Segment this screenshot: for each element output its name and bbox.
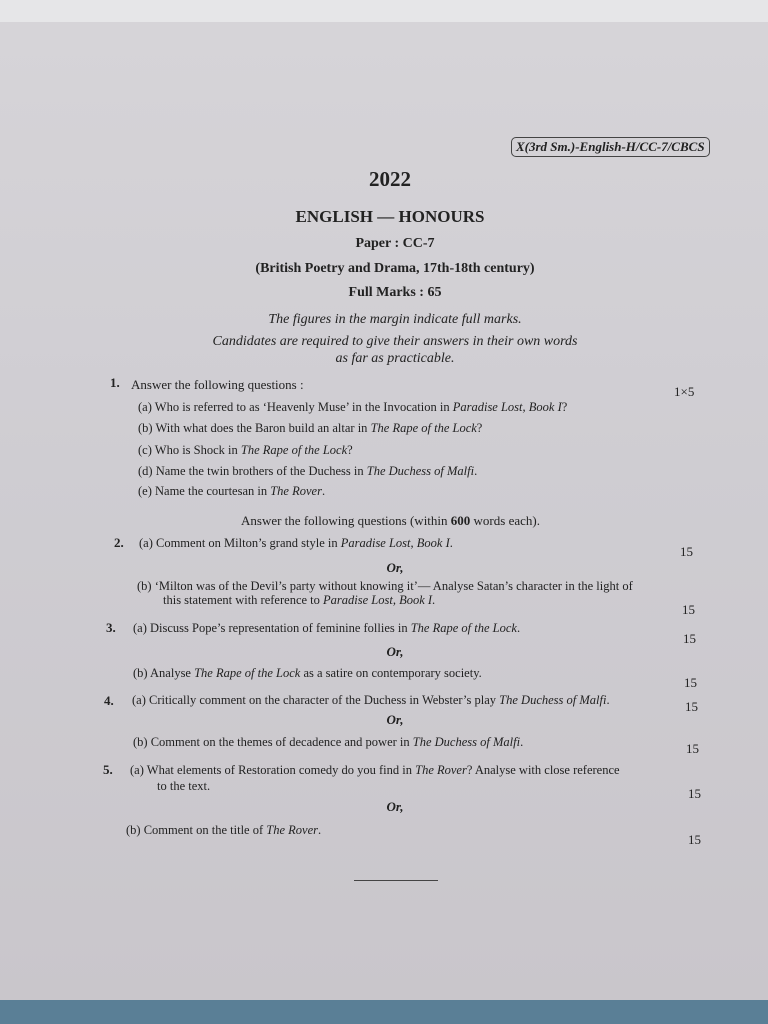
work-title: The Duchess of Malfi: [499, 693, 607, 707]
list-item: [138, 443, 353, 458]
option-label: (a): [133, 621, 147, 635]
question-option: [126, 823, 321, 838]
marks: 15: [684, 675, 697, 690]
item-text: Who is Shock in: [154, 443, 238, 457]
option-label: (a): [139, 536, 153, 550]
marks: 15: [685, 699, 698, 714]
work-title: The Rover: [270, 484, 322, 498]
question-option: [132, 693, 610, 708]
paper-scope: (British Poetry and Drama, 17th-18th century): [255, 261, 535, 276]
marks: 1×5: [674, 384, 695, 399]
or-label: Or,: [386, 644, 404, 659]
option-text: Comment on Milton’s grand style in: [156, 536, 338, 550]
option-end: .: [606, 693, 610, 707]
item-label: (b): [138, 421, 153, 435]
option-text: Analyse: [150, 666, 191, 680]
work-title: The Rover: [415, 763, 467, 777]
paper-number: Paper : CC-7: [355, 236, 435, 251]
option-text: Critically comment on the character of the Duchess in Webster’s play: [149, 693, 497, 707]
work-title: Paradise Lost, Book I: [340, 536, 450, 550]
item-text: Name the courtesan in: [155, 484, 268, 498]
work-title: The Rape of the Lock: [410, 621, 517, 635]
item-label: (c): [138, 443, 152, 457]
option-end: .: [318, 823, 322, 837]
work-title: The Duchess of Malfi: [412, 735, 521, 749]
item-label: (d): [138, 464, 153, 478]
option-text: this statement with reference to: [163, 593, 320, 607]
item-text: With what does the Baron build an altar in: [155, 421, 368, 435]
option-label: (b): [126, 823, 141, 837]
instruction-line: The figures in the margin indicate full marks.: [268, 312, 522, 327]
marks: 15: [682, 602, 695, 617]
heading-text: Answer the following questions (within: [241, 513, 448, 528]
option-text: ‘Milton was of the Devil’s party without knowing it’— Analyse Satan’s character in the light of: [154, 579, 633, 593]
item-end: .: [321, 484, 326, 498]
option-text: ? Analyse with close reference: [466, 763, 620, 777]
marks: 15: [686, 741, 699, 756]
subject-title: ENGLISH — HONOURS: [295, 207, 485, 226]
question-number: 1.: [110, 375, 120, 390]
item-end: ?: [476, 421, 483, 435]
option-end: .: [432, 593, 436, 607]
heading-text: words each).: [473, 513, 540, 528]
option-text: Discuss Pope’s representation of feminine follies in: [150, 621, 408, 635]
option-end: .: [516, 621, 521, 635]
exam-paper: [0, 22, 768, 1000]
question-option-continued: [163, 593, 435, 608]
option-label: (b): [133, 666, 148, 680]
question-option: [130, 763, 620, 778]
work-title: The Rape of the Lock: [370, 421, 477, 435]
background-bottom: [0, 1000, 768, 1024]
list-item: [138, 400, 567, 415]
or-label: Or,: [386, 560, 404, 575]
or-label: Or,: [386, 712, 404, 727]
question-number: 4.: [104, 693, 114, 708]
option-text: Comment on the title of: [143, 823, 264, 837]
item-text: Name the twin brothers of the Duchess in: [155, 464, 364, 478]
word-limit: 600: [450, 513, 471, 528]
item-text: Who is referred to as ‘Heavenly Muse’ in the Invocation in: [154, 400, 450, 414]
full-marks: Full Marks : 65: [348, 285, 442, 300]
option-text: Comment on the themes of decadence and power in: [150, 735, 410, 749]
work-title: The Rape of the Lock: [240, 443, 348, 457]
marks: 15: [680, 544, 693, 559]
item-end: ?: [561, 400, 568, 414]
item-label: (e): [138, 484, 152, 498]
item-label: (a): [138, 400, 152, 414]
end-rule: [354, 880, 438, 881]
paper-code: X(3rd Sm.)-English-H/CC-7/CBCS: [511, 137, 710, 157]
background-top: [0, 0, 768, 22]
item-end: .: [474, 464, 478, 478]
work-title: Paradise Lost, Book I: [323, 593, 433, 607]
question-option-continued: to the text.: [157, 779, 211, 793]
option-label: (a): [132, 693, 146, 707]
work-title: The Rover: [266, 823, 318, 837]
option-end: .: [449, 536, 453, 550]
list-item: [138, 464, 477, 479]
option-label: (b): [133, 735, 148, 749]
option-text: What elements of Restoration comedy do you find in: [146, 763, 412, 777]
list-item: [138, 421, 482, 436]
question-option: [137, 579, 633, 594]
question-option: [133, 621, 520, 636]
instruction-line: as far as practicable.: [335, 351, 455, 366]
or-label: Or,: [386, 799, 404, 814]
work-title: Paradise Lost, Book I: [452, 400, 562, 414]
question-number: 2.: [114, 535, 124, 550]
marks: 15: [683, 631, 696, 646]
list-item: [138, 484, 325, 499]
section-heading: [241, 513, 540, 529]
question-option: [133, 666, 482, 681]
question-text: Answer the following questions :: [131, 377, 304, 392]
question-option: [139, 536, 453, 551]
question-number: 5.: [103, 762, 113, 777]
question-number: 3.: [106, 620, 116, 635]
instruction-line: Candidates are required to give their answers in their own words: [212, 334, 578, 349]
option-text: as a satire on contemporary society.: [303, 666, 482, 680]
work-title: The Duchess of Malfi: [366, 464, 475, 478]
work-title: The Rape of the Lock: [194, 666, 301, 680]
option-label: (b): [137, 579, 152, 593]
marks: 15: [688, 786, 701, 801]
question-option: [133, 735, 523, 750]
item-end: ?: [347, 443, 353, 457]
marks: 15: [688, 832, 701, 847]
option-end: .: [520, 735, 524, 749]
option-label: (a): [130, 763, 144, 777]
exam-year: 2022: [369, 167, 411, 191]
